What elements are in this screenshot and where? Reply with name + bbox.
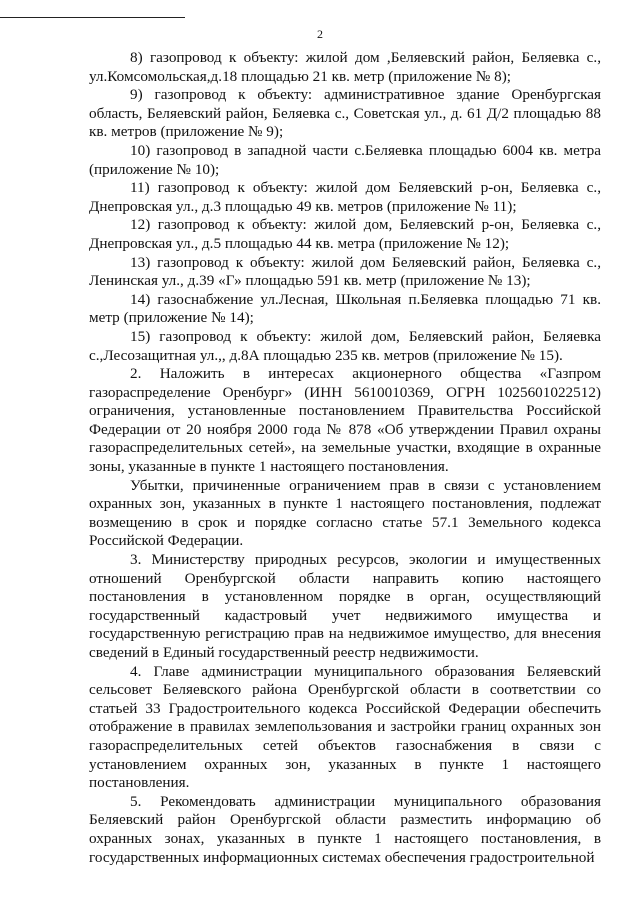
section-5: 5. Рекомендовать администрации муниципального образования Беляевский район Оренбургской области разместить информацию об охранных зонах, указанных в пункте 1 настоящего постановления, в государственных информационных системах обеспечения градостроительной xyxy=(89,792,601,866)
item-14: 14) газоснабжение ул.Лесная, Школьная п.Беляевка площадью 71 кв. метр (приложение № 14); xyxy=(89,290,601,327)
losses-paragraph: Убытки, причиненные ограничением прав в связи с установлением охранных зон, указанных в пункте 1 настоящего постановления, подлежат возмещению в срок и порядке согласно статье 57.1 Земельного кодекса Российской Федерации. xyxy=(89,476,601,550)
item-13: 13) газопровод к объекту: жилой дом Беляевский район, Беляевка с., Ленинская ул., д.39 «Г» площадью 591 кв. метр (приложение № 13); xyxy=(89,253,601,290)
item-15: 15) газопровод к объекту: жилой дом, Беляевский район, Беляевка с.,Лесозащитная ул.,, д.8А площадью 235 кв. метров (приложение № 15). xyxy=(89,327,601,364)
page-number: 2 xyxy=(317,27,323,41)
section-4: 4. Главе администрации муниципального образования Беляевский сельсовет Беляевского района Оренбургской области в соответствии со статьей 33 Градостроительного кодекса Российской Федерации обеспечить отображение в правилах землепользования и застройки границ охранных зон газораспределительных сетей объектов газоснабжения в связи с установлением охранных зон, указанных в пункте 1 настоящего постановления. xyxy=(89,662,601,792)
section-3: 3. Министерству природных ресурсов, экологии и имущественных отношений Оренбургской области направить копию настоящего постановления в установленном порядке в орган, осуществляющий государственный кадастровый учет недвижимого имущества и государственную регистрацию прав на недвижимое имущество, для внесения сведений в Единый государственный реестр недвижимости. xyxy=(89,551,601,661)
document-body xyxy=(89,49,601,867)
section-2: 2. Наложить в интересах акционерного общества «Газпром газораспределение Оренбург» (ИНН 5610010369, ОГРН 1025601022512) ограничения, установленные постановлением Правительства Российской Федерации от 20 ноября 2000 года № 878 «Об утверждении Правил охраны газораспределительных сетей», на земельные участки, входящие в охранные зоны, указанные в пункте 1 настоящего постановления. xyxy=(89,365,601,476)
item-12: 12) газопровод к объекту: жилой дом, Беляевский р-он, Беляевка с., Днепровская ул., д.5 площадью 44 кв. метра (приложение № 12); xyxy=(89,216,601,252)
item-9: 9) газопровод к объекту: административное здание Оренбургская область, Беляевский район, Беляевка с., Советская ул., д. 61 Д/2 площадью 88 кв. метров (приложение № 9); xyxy=(89,86,601,141)
item-8: 8) газопровод к объекту: жилой дом ,Беляевский район, Беляевка с., ул.Комсомольская,д.18 площадью 21 кв. метр (приложение № 8); xyxy=(89,49,601,85)
item-11: 11) газопровод к объекту: жилой дом Беляевский р-он, Беляевка с., Днепровская ул., д.3 площадью 49 кв. метров (приложение № 11); xyxy=(89,179,601,215)
top-rule xyxy=(0,17,185,18)
item-10: 10) газопровод в западной части с.Беляевка площадью 6004 кв. метра (приложение № 10); xyxy=(89,141,601,178)
